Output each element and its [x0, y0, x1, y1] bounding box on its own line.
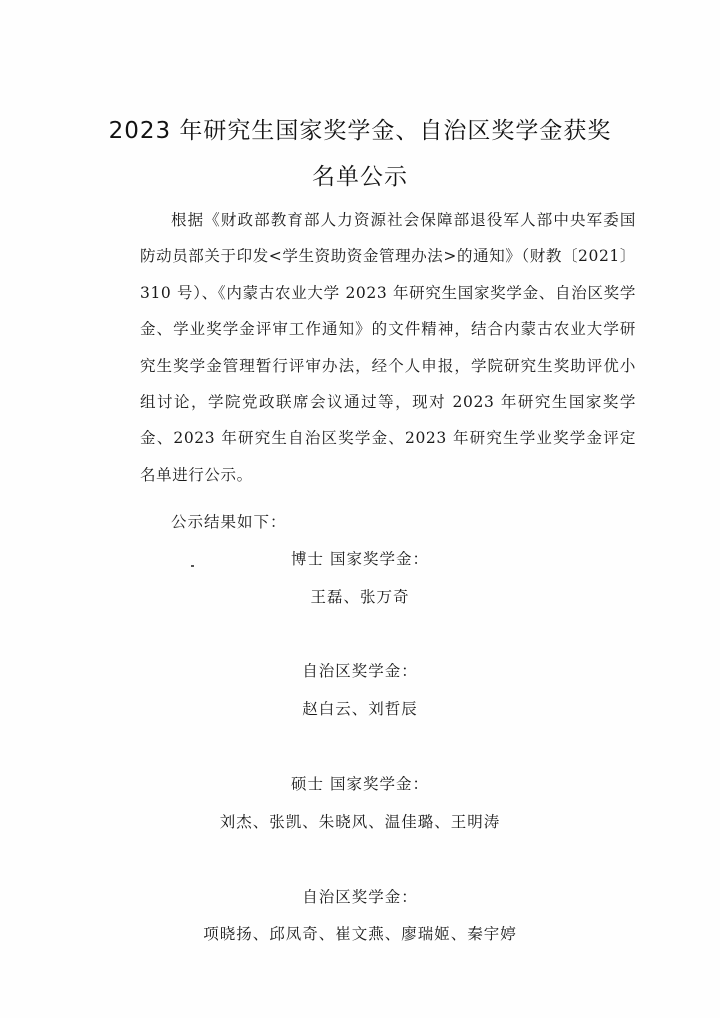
title-line-1: 2023 年研究生国家奖学金、自治区奖学金获奖 [108, 118, 612, 144]
body-paragraph: 根据《财政部教育部人力资源社会保障部退役军人部中央军委国防动员部关于印发<学生资助资金管理办法>的通知》（财教〔2021〕310 号）、《内蒙古农业大学 2023 年研究生国家奖学金、自治区奖学金、学业奖学金评审工作通知》的文件精神，结合内蒙古农业大学研究生奖学金管理暂行评审办法，经个人申报，学院研究生奖助评优小组讨论，学院党政联席会议通过等，现对 2023 年研究生国家奖学金、2023 年研究生自治区奖学金、2023 年研究生学业奖学金评定名单进行公示。 [140, 211, 636, 484]
title-line-2: 名单公示 [312, 164, 408, 190]
master-national-heading: 硕士 国家奖学金： [291, 775, 429, 793]
doctor-national-heading: 博士 国家奖学金： [291, 550, 429, 568]
doctor-region-heading: 自治区奖学金： [302, 662, 418, 680]
doctor-region-names: 赵白云、刘哲辰 [302, 700, 418, 718]
doctor-national-names: 王磊、张万奇 [310, 588, 410, 606]
results-intro: 公示结果如下： [171, 513, 287, 531]
master-national-names: 刘杰、张凯、朱晓风、温佳璐、王明涛 [219, 813, 501, 831]
master-region-names: 项晓扬、邱凤奇、崔文燕、廖瑞姬、秦宇婷 [203, 925, 517, 943]
master-region-heading: 自治区奖学金： [302, 888, 418, 906]
